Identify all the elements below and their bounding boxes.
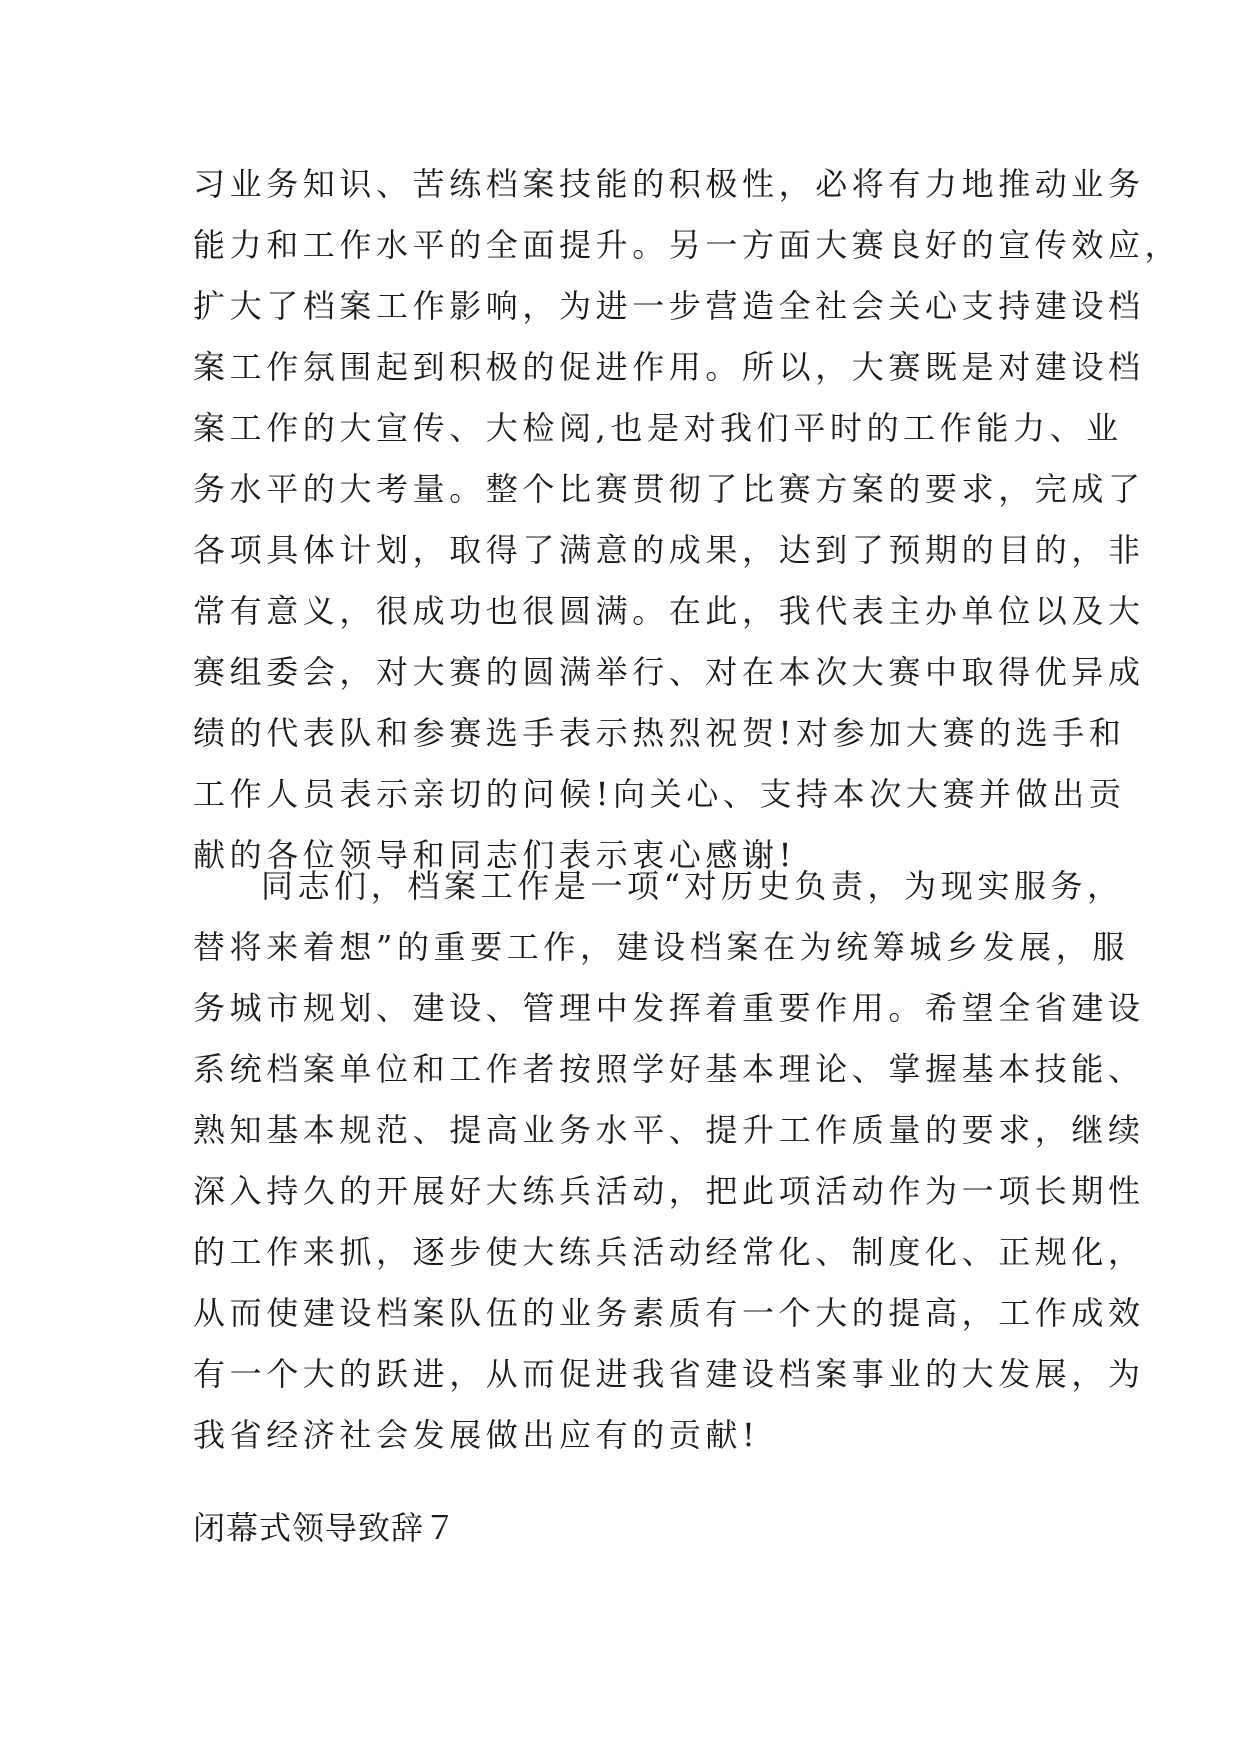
text-line: 赛组委会，对大赛的圆满举行、对在本次大赛中取得优异成 [193, 653, 1145, 691]
text-line: 替将来着想”的重要工作，建设档案在为统筹城乡发展，服 [193, 928, 1129, 966]
text-line: 习业务知识、苦练档案技能的积极性，必将有力地推动业务 [193, 165, 1145, 203]
text-line: 我省经济社会发展做出应有的贡献! [193, 1416, 760, 1454]
text-line: 工作人员表示亲切的问候!向关心、支持本次大赛并做出贡 [193, 775, 1126, 813]
text-line: 熟知基本规范、提高业务水平、提升工作质量的要求，继续 [193, 1111, 1145, 1149]
section-heading: 闭幕式领导致辞７ [193, 1509, 458, 1547]
text-line-indented: 同志们，档案工作是一项“对历史负责，为现实服务， [261, 867, 1124, 905]
text-line: 务水平的大考量。整个比赛贯彻了比赛方案的要求，完成了 [193, 470, 1145, 508]
text-line: 绩的代表队和参赛选手表示热烈祝贺!对参加大赛的选手和 [193, 714, 1126, 752]
paragraph-comrades [193, 856, 1145, 1466]
text-line: 献的各位领导和同志们表示衷心感谢! [193, 836, 797, 874]
text-line: 从而使建设档案队伍的业务素质有一个大的提高，工作成效 [193, 1294, 1145, 1332]
text-line: 能力和工作水平的全面提升。另一方面大赛良好的宣传效应， [193, 226, 1182, 264]
text-line: 案工作的大宣传、大检阅,也是对我们平时的工作能力、业 [193, 409, 1123, 447]
text-line: 深入持久的开展好大练兵活动，把此项活动作为一项长期性 [193, 1172, 1145, 1210]
text-line: 系统档案单位和工作者按照学好基本理论、掌握基本技能、 [193, 1050, 1145, 1088]
text-line: 扩大了档案工作影响，为进一步营造全社会关心支持建设档 [193, 287, 1145, 325]
text-line: 案工作氛围起到积极的促进作用。所以，大赛既是对建设档 [193, 348, 1145, 386]
text-line: 各项具体计划，取得了满意的成果，达到了预期的目的，非 [193, 531, 1145, 569]
text-line: 的工作来抓，逐步使大练兵活动经常化、制度化、正规化， [193, 1233, 1145, 1271]
text-line: 有一个大的跃进，从而促进我省建设档案事业的大发展，为 [193, 1355, 1145, 1393]
text-line: 务城市规划、建设、管理中发挥着重要作用。希望全省建设 [193, 989, 1145, 1027]
text-line: 常有意义，很成功也很圆满。在此，我代表主办单位以及大 [193, 592, 1145, 630]
